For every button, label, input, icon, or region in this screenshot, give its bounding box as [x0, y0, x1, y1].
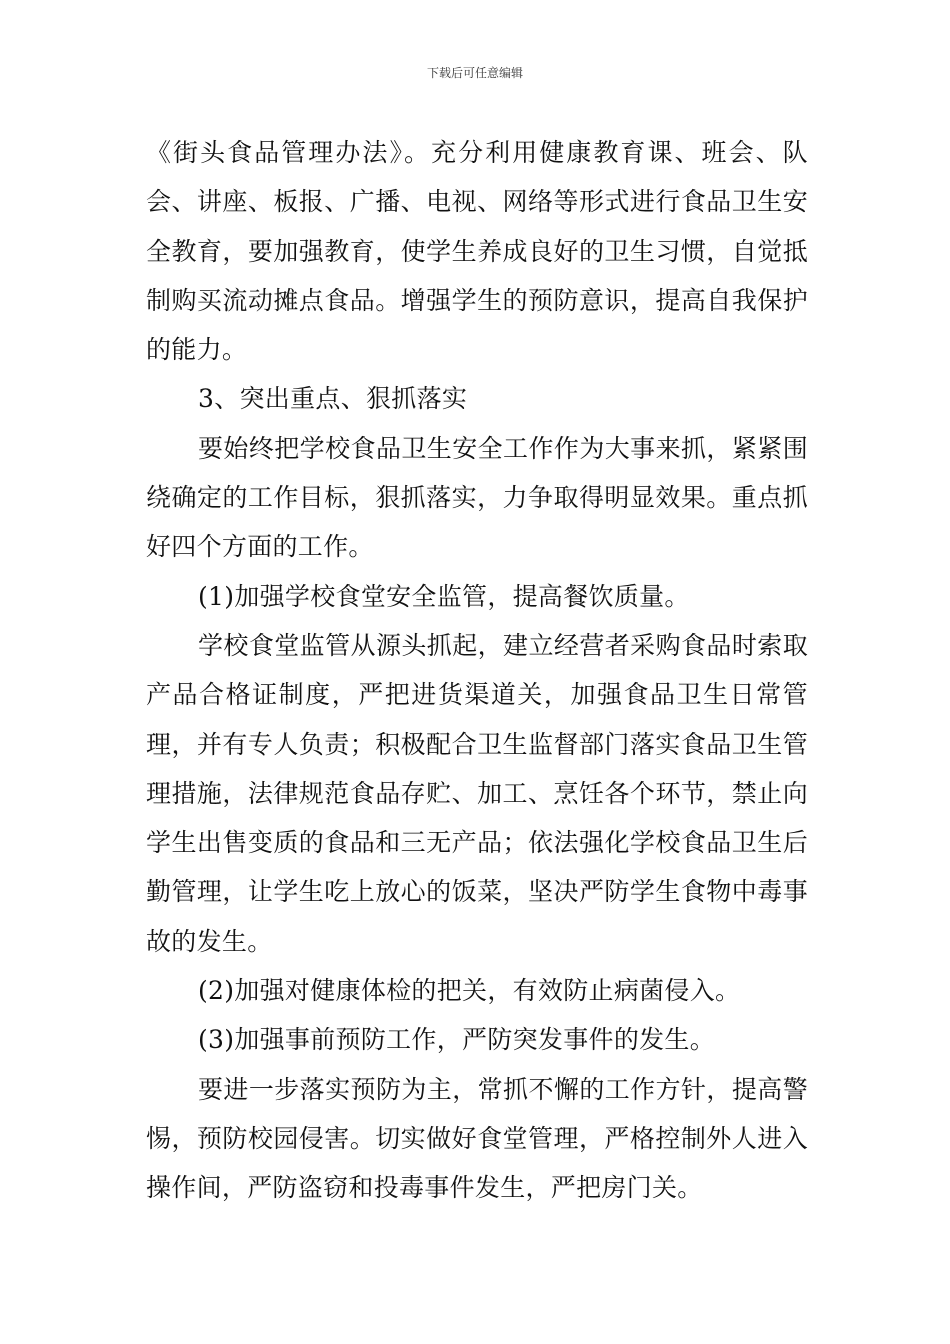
subheading-2: (2)加强对健康体检的把关，有效防止病菌侵入。 [198, 976, 741, 1006]
subheading-3: (3)加强事前预防工作，严防突发事件的发生。 [198, 1025, 716, 1055]
section-heading-3: 3、突出重点、狠抓落实 [198, 384, 468, 414]
document-body [146, 128, 808, 1213]
paragraph-5: 学校食堂监管从源头抓起，建立经营者采购食品时索取产品合格证制度，严把进货渠道关，加强食品卫生日常管理，并有专人负责；积极配合卫生监督部门落实食品卫生管理措施，法律规范食品存贮、加工、烹饪各个环节，禁止向学生出售变质的食品和三无产品；依法强化学校食品卫生后勤管理，让学生吃上放心的饭菜，坚决严防学生食物中毒事故的发生。 [146, 630, 808, 956]
page-header-note: 下载后可任意编辑 [426, 66, 523, 80]
paragraph-1: 《街头食品管理办法》。充分利用健康教育课、班会、队会、讲座、板报、广播、电视、网络等形式进行食品卫生安全教育，要加强教育，使学生养成良好的卫生习惯，自觉抵制购买流动摊点食品。增强学生的预防意识，提高自我保护的能力。 [146, 138, 808, 365]
subheading-1: (1)加强学校食堂安全监管，提高餐饮质量。 [198, 581, 690, 611]
paragraph-3: 要始终把学校食品卫生安全工作作为大事来抓，紧紧围绕确定的工作目标，狠抓落实，力争取得明显效果。重点抓好四个方面的工作。 [146, 433, 808, 562]
paragraph-8: 要进一步落实预防为主，常抓不懈的工作方针，提高警惕，预防校园侵害。切实做好食堂管理，严格控制外人进入操作间，严防盗窃和投毒事件发生，严把房门关。 [146, 1074, 808, 1203]
